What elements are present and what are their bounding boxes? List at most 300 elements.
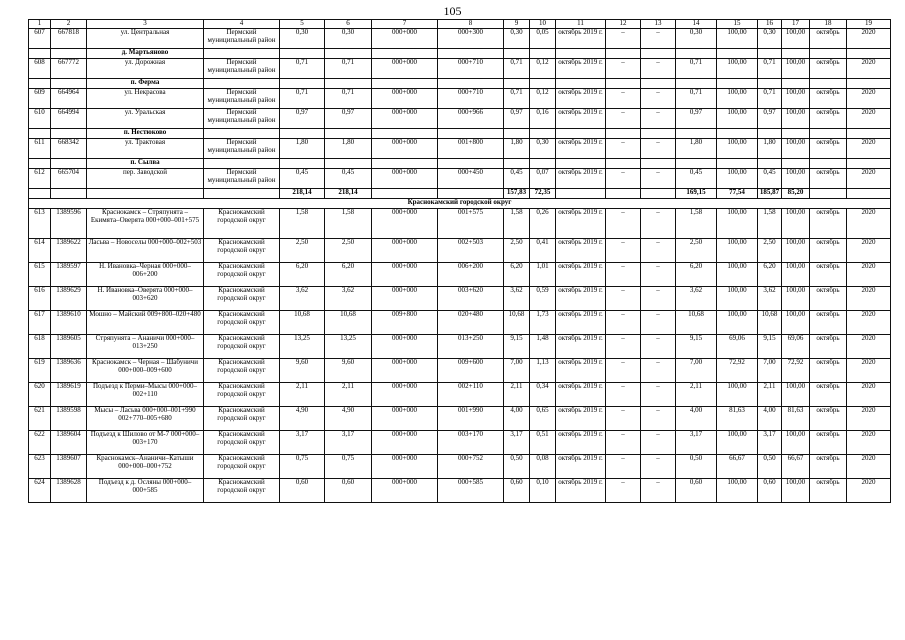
table-cell: ул. Некрасова bbox=[87, 89, 204, 109]
column-number: 9 bbox=[504, 20, 530, 29]
table-body bbox=[29, 20, 891, 503]
table-cell: 618 bbox=[29, 335, 51, 359]
table-cell: октябрь bbox=[810, 359, 847, 383]
table-cell: – bbox=[641, 479, 676, 503]
table-cell: 169,15 bbox=[676, 189, 717, 199]
table-cell: 003+170 bbox=[438, 431, 504, 455]
table-cell: 2020 bbox=[847, 109, 891, 129]
table-cell: 2020 bbox=[847, 59, 891, 79]
table-cell: октябрь 2019 г. bbox=[556, 455, 606, 479]
table-cell: 4,00 bbox=[758, 407, 782, 431]
table-cell: 100,00 bbox=[782, 29, 810, 49]
table-cell: 72,92 bbox=[782, 359, 810, 383]
table-cell: пер. Заводской bbox=[87, 169, 204, 189]
table-cell: – bbox=[606, 263, 641, 287]
table-cell: 000+300 bbox=[438, 29, 504, 49]
table-row bbox=[29, 109, 891, 129]
table-cell: 10,68 bbox=[504, 311, 530, 335]
table-cell: 000+710 bbox=[438, 59, 504, 79]
table-cell: 6,20 bbox=[325, 263, 372, 287]
table-cell: Н. Ивановка–Черная 000+000–006+200 bbox=[87, 263, 204, 287]
table-cell: Пермский муниципальный район bbox=[204, 109, 280, 129]
table-cell: 100,00 bbox=[782, 431, 810, 455]
table-cell bbox=[717, 159, 758, 169]
table-cell: – bbox=[641, 29, 676, 49]
table-cell: Краснокамский городской округ bbox=[204, 239, 280, 263]
table-cell: Пермский муниципальный район bbox=[204, 29, 280, 49]
table-cell bbox=[325, 49, 372, 59]
table-cell: 0,71 bbox=[280, 59, 325, 79]
table-cell: 000+000 bbox=[372, 479, 438, 503]
table-cell: 000+450 bbox=[438, 169, 504, 189]
table-cell: 1,01 bbox=[530, 263, 556, 287]
table-cell: 2020 bbox=[847, 29, 891, 49]
locality-name: д. Мартьяново bbox=[87, 49, 204, 59]
table-cell: – bbox=[641, 455, 676, 479]
table-cell: Краснокамский городской округ bbox=[204, 209, 280, 239]
table-cell bbox=[810, 189, 847, 199]
table-cell: – bbox=[606, 479, 641, 503]
table-cell: 4,00 bbox=[676, 407, 717, 431]
table-cell: – bbox=[641, 311, 676, 335]
table-cell: 77,54 bbox=[717, 189, 758, 199]
table-cell: 6,20 bbox=[280, 263, 325, 287]
table-cell: 013+250 bbox=[438, 335, 504, 359]
table-cell: – bbox=[641, 59, 676, 79]
table-cell: октябрь 2019 г. bbox=[556, 59, 606, 79]
table-cell: 1389636 bbox=[51, 359, 87, 383]
table-cell: ул. Уральская bbox=[87, 109, 204, 129]
table-cell: 100,00 bbox=[782, 479, 810, 503]
table-cell: 665704 bbox=[51, 169, 87, 189]
column-number: 2 bbox=[51, 20, 87, 29]
table-cell: – bbox=[641, 335, 676, 359]
table-cell: октябрь bbox=[810, 239, 847, 263]
table-cell bbox=[372, 129, 438, 139]
table-cell bbox=[438, 129, 504, 139]
column-number: 17 bbox=[782, 20, 810, 29]
column-number: 5 bbox=[280, 20, 325, 29]
table-cell bbox=[782, 49, 810, 59]
table-cell: 0,97 bbox=[758, 109, 782, 129]
table-cell: октябрь bbox=[810, 335, 847, 359]
table-cell: 001+575 bbox=[438, 209, 504, 239]
column-number: 19 bbox=[847, 20, 891, 29]
table-cell: Мысы – Ласьва 000+000–001+990 002+770–005+680 bbox=[87, 407, 204, 431]
table-cell: 2020 bbox=[847, 311, 891, 335]
table-cell: 3,62 bbox=[280, 287, 325, 311]
table-cell: 4,90 bbox=[280, 407, 325, 431]
table-cell bbox=[758, 129, 782, 139]
table-cell: 664994 bbox=[51, 109, 87, 129]
table-cell: 0,60 bbox=[676, 479, 717, 503]
table-row bbox=[29, 455, 891, 479]
table-cell: 2020 bbox=[847, 455, 891, 479]
table-cell: октябрь bbox=[810, 169, 847, 189]
table-cell bbox=[372, 49, 438, 59]
table-cell: 3,62 bbox=[676, 287, 717, 311]
table-cell bbox=[29, 49, 51, 59]
table-cell: 100,00 bbox=[717, 287, 758, 311]
table-cell: 100,00 bbox=[717, 311, 758, 335]
table-cell bbox=[204, 129, 280, 139]
table-cell: 0,30 bbox=[758, 29, 782, 49]
table-cell: 616 bbox=[29, 287, 51, 311]
group-title: Краснокамский городской округ bbox=[29, 199, 891, 209]
table-cell bbox=[717, 79, 758, 89]
table-cell: 10,68 bbox=[758, 311, 782, 335]
table-cell bbox=[530, 49, 556, 59]
table-cell bbox=[530, 159, 556, 169]
table-cell: 000+000 bbox=[372, 59, 438, 79]
table-row bbox=[29, 383, 891, 407]
table-cell bbox=[51, 129, 87, 139]
table-cell bbox=[676, 159, 717, 169]
table-cell: ул. Дорожная bbox=[87, 59, 204, 79]
table-cell: – bbox=[641, 169, 676, 189]
table-cell: 2020 bbox=[847, 479, 891, 503]
table-cell bbox=[556, 189, 606, 199]
table-cell: 0,75 bbox=[325, 455, 372, 479]
table-cell: 0,16 bbox=[530, 109, 556, 129]
table-cell: 0,30 bbox=[280, 29, 325, 49]
table-cell: 0,50 bbox=[758, 455, 782, 479]
table-row bbox=[29, 407, 891, 431]
table-cell bbox=[438, 49, 504, 59]
table-cell: 100,00 bbox=[782, 287, 810, 311]
table-cell: – bbox=[606, 335, 641, 359]
table-cell: 69,06 bbox=[717, 335, 758, 359]
table-cell: 1389619 bbox=[51, 383, 87, 407]
table-cell: октябрь 2019 г. bbox=[556, 209, 606, 239]
table-cell: 2020 bbox=[847, 335, 891, 359]
table-cell bbox=[782, 159, 810, 169]
table-cell: Стряпунята – Ананичи 000+000–013+250 bbox=[87, 335, 204, 359]
table-cell: октябрь 2019 г. bbox=[556, 359, 606, 383]
table-cell: 2020 bbox=[847, 139, 891, 159]
table-cell: октябрь bbox=[810, 455, 847, 479]
table-cell: 002+110 bbox=[438, 383, 504, 407]
table-cell: 668342 bbox=[51, 139, 87, 159]
table-cell: октябрь bbox=[810, 383, 847, 407]
table-cell bbox=[810, 49, 847, 59]
table-cell: – bbox=[641, 139, 676, 159]
table-cell bbox=[204, 189, 280, 199]
table-cell: Пермский муниципальный район bbox=[204, 169, 280, 189]
column-number: 18 bbox=[810, 20, 847, 29]
table-row bbox=[29, 311, 891, 335]
table-cell: октябрь 2019 г. bbox=[556, 383, 606, 407]
table-cell: 7,00 bbox=[676, 359, 717, 383]
table-cell: 0,41 bbox=[530, 239, 556, 263]
table-cell bbox=[280, 79, 325, 89]
table-cell: 0,26 bbox=[530, 209, 556, 239]
table-cell: – bbox=[641, 109, 676, 129]
table-cell: 0,45 bbox=[325, 169, 372, 189]
table-cell: октябрь bbox=[810, 431, 847, 455]
table-cell bbox=[606, 49, 641, 59]
table-cell bbox=[372, 159, 438, 169]
table-cell: 100,00 bbox=[717, 109, 758, 129]
table-cell: 2020 bbox=[847, 89, 891, 109]
locality-row bbox=[29, 159, 891, 169]
table-cell: – bbox=[606, 109, 641, 129]
table-cell bbox=[372, 79, 438, 89]
table-cell bbox=[810, 79, 847, 89]
table-cell: 6,20 bbox=[758, 263, 782, 287]
table-cell bbox=[325, 129, 372, 139]
table-cell bbox=[556, 49, 606, 59]
table-cell: 000+000 bbox=[372, 335, 438, 359]
road-works-table bbox=[28, 19, 891, 503]
table-cell bbox=[641, 159, 676, 169]
table-cell: ул. Центральная bbox=[87, 29, 204, 49]
table-cell bbox=[29, 189, 51, 199]
table-cell: 1,58 bbox=[758, 209, 782, 239]
locality-row bbox=[29, 129, 891, 139]
table-cell: 2020 bbox=[847, 209, 891, 239]
table-cell: октябрь bbox=[810, 89, 847, 109]
table-cell bbox=[438, 189, 504, 199]
table-cell: ул. Трактовая bbox=[87, 139, 204, 159]
table-cell: 2,11 bbox=[325, 383, 372, 407]
table-cell: 72,35 bbox=[530, 189, 556, 199]
table-cell bbox=[51, 159, 87, 169]
table-cell: октябрь 2019 г. bbox=[556, 407, 606, 431]
table-cell: 6,20 bbox=[504, 263, 530, 287]
table-cell: 100,00 bbox=[717, 431, 758, 455]
table-cell bbox=[51, 79, 87, 89]
table-cell: Краснокамский городской округ bbox=[204, 287, 280, 311]
table-cell: 0,71 bbox=[504, 59, 530, 79]
table-row bbox=[29, 209, 891, 239]
total-row bbox=[29, 189, 891, 199]
table-cell: октябрь bbox=[810, 139, 847, 159]
table-row bbox=[29, 59, 891, 79]
table-cell: 0,51 bbox=[530, 431, 556, 455]
table-cell: – bbox=[606, 209, 641, 239]
table-cell: Пермский муниципальный район bbox=[204, 59, 280, 79]
table-row bbox=[29, 359, 891, 383]
table-cell: 623 bbox=[29, 455, 51, 479]
table-cell: 000+000 bbox=[372, 169, 438, 189]
table-cell: 2,50 bbox=[325, 239, 372, 263]
table-cell: 1,80 bbox=[758, 139, 782, 159]
table-cell: октябрь 2019 г. bbox=[556, 89, 606, 109]
table-cell: 2020 bbox=[847, 287, 891, 311]
table-cell: 2020 bbox=[847, 407, 891, 431]
table-cell: октябрь bbox=[810, 311, 847, 335]
table-cell: 3,62 bbox=[758, 287, 782, 311]
table-cell: 1389597 bbox=[51, 263, 87, 287]
table-cell: 157,83 bbox=[504, 189, 530, 199]
table-cell: – bbox=[606, 239, 641, 263]
table-cell bbox=[280, 129, 325, 139]
column-number: 8 bbox=[438, 20, 504, 29]
table-cell: 000+000 bbox=[372, 431, 438, 455]
table-cell: октябрь 2019 г. bbox=[556, 431, 606, 455]
table-cell: 9,15 bbox=[676, 335, 717, 359]
table-cell: 72,92 bbox=[717, 359, 758, 383]
table-cell bbox=[51, 49, 87, 59]
table-cell: – bbox=[641, 383, 676, 407]
table-cell: 0,30 bbox=[530, 139, 556, 159]
table-cell: 3,17 bbox=[758, 431, 782, 455]
table-cell: 664964 bbox=[51, 89, 87, 109]
locality-name: п. Сылва bbox=[87, 159, 204, 169]
locality-row bbox=[29, 79, 891, 89]
table-cell: 9,15 bbox=[758, 335, 782, 359]
table-cell: 000+000 bbox=[372, 383, 438, 407]
table-cell bbox=[782, 79, 810, 89]
table-cell bbox=[676, 79, 717, 89]
table-row bbox=[29, 139, 891, 159]
table-cell: 020+480 bbox=[438, 311, 504, 335]
table-cell: 609 bbox=[29, 89, 51, 109]
table-cell: 0,71 bbox=[758, 59, 782, 79]
table-cell: 2020 bbox=[847, 169, 891, 189]
table-cell: 000+000 bbox=[372, 89, 438, 109]
table-cell: 100,00 bbox=[782, 383, 810, 407]
page-number: 105 bbox=[443, 4, 462, 18]
table-cell: 000+710 bbox=[438, 89, 504, 109]
table-cell: 100,00 bbox=[717, 479, 758, 503]
table-cell bbox=[204, 79, 280, 89]
table-cell: октябрь bbox=[810, 29, 847, 49]
table-cell: 2,11 bbox=[676, 383, 717, 407]
table-cell: октябрь bbox=[810, 109, 847, 129]
table-cell bbox=[810, 159, 847, 169]
table-cell bbox=[556, 129, 606, 139]
table-cell bbox=[606, 79, 641, 89]
table-cell bbox=[504, 49, 530, 59]
table-cell bbox=[204, 49, 280, 59]
table-cell: – bbox=[606, 455, 641, 479]
table-cell: Подъезд к д. Осляны 000+000–000+585 bbox=[87, 479, 204, 503]
table-cell bbox=[29, 79, 51, 89]
column-number: 10 bbox=[530, 20, 556, 29]
table-cell bbox=[847, 79, 891, 89]
table-cell: 3,62 bbox=[504, 287, 530, 311]
table-cell bbox=[530, 129, 556, 139]
table-cell: 0,10 bbox=[530, 479, 556, 503]
table-cell: октябрь 2019 г. bbox=[556, 29, 606, 49]
table-cell: 1389628 bbox=[51, 479, 87, 503]
table-cell: 0,71 bbox=[676, 89, 717, 109]
table-cell: октябрь 2019 г. bbox=[556, 311, 606, 335]
table-cell: октябрь bbox=[810, 59, 847, 79]
table-cell: 2,50 bbox=[676, 239, 717, 263]
table-cell: 0,50 bbox=[676, 455, 717, 479]
table-cell: 003+620 bbox=[438, 287, 504, 311]
table-row bbox=[29, 287, 891, 311]
table-cell: октябрь 2019 г. bbox=[556, 263, 606, 287]
table-cell: 607 bbox=[29, 29, 51, 49]
column-number: 13 bbox=[641, 20, 676, 29]
table-cell: 1389598 bbox=[51, 407, 87, 431]
table-cell: 0,71 bbox=[325, 89, 372, 109]
column-number: 16 bbox=[758, 20, 782, 29]
table-cell: – bbox=[606, 431, 641, 455]
table-cell: Краснокамский городской округ bbox=[204, 335, 280, 359]
table-cell: 000+000 bbox=[372, 287, 438, 311]
table-cell: 000+000 bbox=[372, 263, 438, 287]
table-cell: 1,80 bbox=[325, 139, 372, 159]
table-cell: Краснокамский городской округ bbox=[204, 479, 280, 503]
table-cell: октябрь bbox=[810, 287, 847, 311]
table-cell: 0,45 bbox=[504, 169, 530, 189]
table-cell: 9,60 bbox=[280, 359, 325, 383]
table-cell: 100,00 bbox=[717, 29, 758, 49]
table-cell: 0,45 bbox=[280, 169, 325, 189]
table-cell: 0,97 bbox=[280, 109, 325, 129]
table-cell: 1389605 bbox=[51, 335, 87, 359]
table-cell: 0,05 bbox=[530, 29, 556, 49]
table-cell: 66,67 bbox=[717, 455, 758, 479]
table-cell: 100,00 bbox=[782, 139, 810, 159]
table-cell: 0,65 bbox=[530, 407, 556, 431]
table-cell: октябрь bbox=[810, 209, 847, 239]
table-cell: 002+503 bbox=[438, 239, 504, 263]
table-cell: – bbox=[641, 407, 676, 431]
table-cell: 0,71 bbox=[325, 59, 372, 79]
table-cell: 85,20 bbox=[782, 189, 810, 199]
column-number: 15 bbox=[717, 20, 758, 29]
table-cell: 3,62 bbox=[325, 287, 372, 311]
table-row bbox=[29, 263, 891, 287]
table-cell: 2,50 bbox=[504, 239, 530, 263]
table-cell bbox=[758, 49, 782, 59]
table-cell: октябрь 2019 г. bbox=[556, 169, 606, 189]
table-cell: 81,63 bbox=[717, 407, 758, 431]
table-cell: 0,12 bbox=[530, 59, 556, 79]
table-cell: 614 bbox=[29, 239, 51, 263]
table-cell: октябрь bbox=[810, 479, 847, 503]
table-cell: 100,00 bbox=[782, 89, 810, 109]
table-cell: – bbox=[641, 263, 676, 287]
table-cell: 2,11 bbox=[504, 383, 530, 407]
table-cell: Краснокамск – Черная – Шабуничи 000+000–009+600 bbox=[87, 359, 204, 383]
table-cell bbox=[717, 129, 758, 139]
table-cell bbox=[51, 189, 87, 199]
table-cell: – bbox=[606, 139, 641, 159]
table-cell: – bbox=[606, 89, 641, 109]
table-cell: – bbox=[606, 287, 641, 311]
table-cell bbox=[438, 159, 504, 169]
table-cell: 100,00 bbox=[717, 59, 758, 79]
table-cell: 1389607 bbox=[51, 455, 87, 479]
table-cell: 1,48 bbox=[530, 335, 556, 359]
column-number: 6 bbox=[325, 20, 372, 29]
table-cell: 3,17 bbox=[325, 431, 372, 455]
table-cell: Н. Ивановка–Оверята 000+000–003+620 bbox=[87, 287, 204, 311]
table-cell: 622 bbox=[29, 431, 51, 455]
table-cell: 000+752 bbox=[438, 455, 504, 479]
table-cell: 0,97 bbox=[676, 109, 717, 129]
table-cell: Краснокамский городской округ bbox=[204, 263, 280, 287]
table-cell: 0,60 bbox=[504, 479, 530, 503]
table-cell: 667818 bbox=[51, 29, 87, 49]
table-cell bbox=[29, 129, 51, 139]
table-cell: октябрь bbox=[810, 263, 847, 287]
table-cell bbox=[810, 129, 847, 139]
table-cell: – bbox=[641, 89, 676, 109]
table-cell: 000+000 bbox=[372, 359, 438, 383]
table-cell: – bbox=[641, 239, 676, 263]
table-cell bbox=[504, 159, 530, 169]
table-cell: 218,14 bbox=[280, 189, 325, 199]
table-cell: 1,13 bbox=[530, 359, 556, 383]
